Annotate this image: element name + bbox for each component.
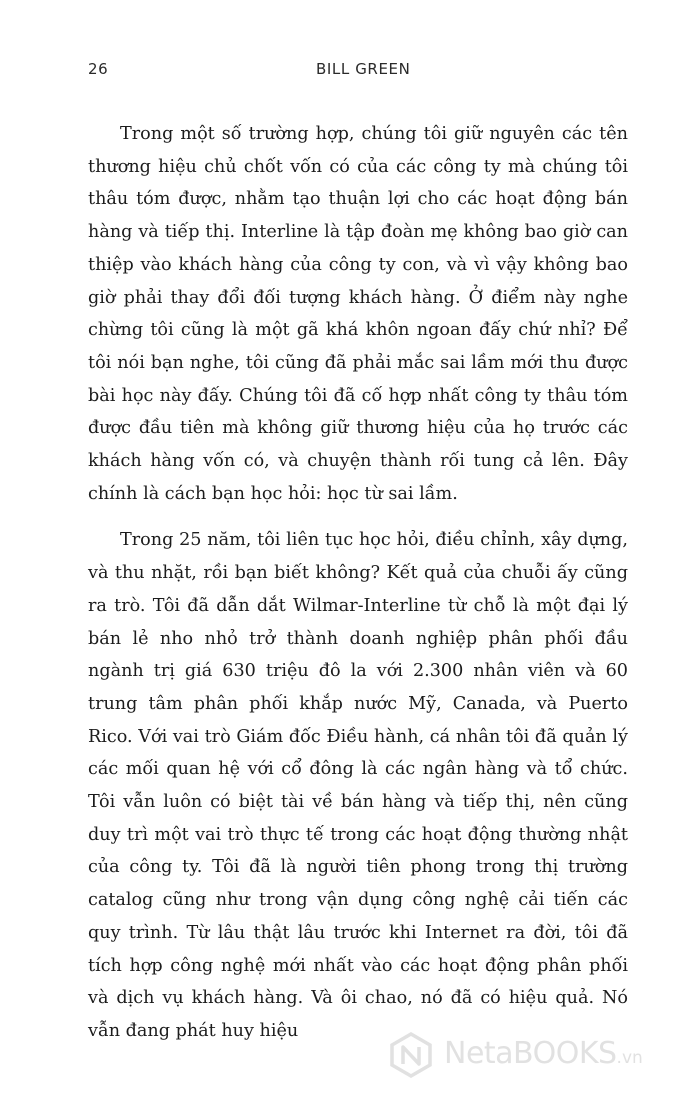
netabooks-logo-icon <box>388 1032 434 1078</box>
watermark-tld: .vn <box>616 1048 643 1068</box>
paragraph-1: Trong một số trường hợp, chúng tôi giữ nguyên các tên thương hiệu chủ chốt vốn có của các công ty mà chúng tôi thâu tóm được, nhằm tạo thuận lợi cho các hoạt động bán hàng và tiếp thị. Interline là tập đoàn mẹ không bao giờ can thiệp vào khách hàng của công ty con, và vì vậy không bao giờ phải thay đổi đối tượng khách hàng. Ở điểm này nghe chừng tôi cũng là một gã khá khôn ngoan đấy chứ nhỉ? Để tôi nói bạn nghe, tôi cũng đã phải mắc sai lầm mới thu được bài học này đấy. Chúng tôi đã cố hợp nhất công ty thâu tóm được đầu tiên mà không giữ thương hiệu của họ trước các khách hàng vốn có, và chuyện thành rối tung cả lên. Đây chính là cách bạn học hỏi: học từ sai lầm. <box>88 124 628 504</box>
page-header <box>88 60 628 86</box>
watermark-brand: NetaBOOKS <box>444 1036 617 1071</box>
watermark-text <box>444 1036 643 1071</box>
running-head-author: BILL GREEN <box>316 60 411 78</box>
page-number: 26 <box>88 60 109 78</box>
paragraph-2: Trong 25 năm, tôi liên tục học hỏi, điều chỉnh, xây dựng, và thu nhặt, rồi bạn biết không? Kết quả của chuỗi ấy cũng ra trò. Tôi đã dẫn dắt Wilmar-Interline từ chỗ là một đại lý bán lẻ nho nhỏ trở thành doanh nghiệp phân phối đầu ngành trị giá 630 triệu đô la với 2.300 nhân viên và 60 trung tâm phân phối khắp nước Mỹ, Canada, và Puerto Rico. Với vai trò Giám đốc Điều hành, cá nhân tôi đã quản lý các mối quan hệ với cổ đông là các ngân hàng và tổ chức. Tôi vẫn luôn có biệt tài về bán hàng và tiếp thị, nên cũng duy trì một vai trò thực tế trong các hoạt động thường nhật của công ty. Tôi đã là người tiên phong trong thị trường catalog cũng như trong vận dụng công nghệ cải tiến các quy trình. Từ lâu thật lâu trước khi Internet ra đời, tôi đã tích hợp công nghệ mới nhất vào các hoạt động phân phối và dịch vụ khách hàng. Và ôi chao, nó đã có hiệu quả. Nó vẫn đang phát huy hiệu <box>88 530 628 1041</box>
body-text <box>88 118 628 1048</box>
watermark <box>388 1028 688 1088</box>
